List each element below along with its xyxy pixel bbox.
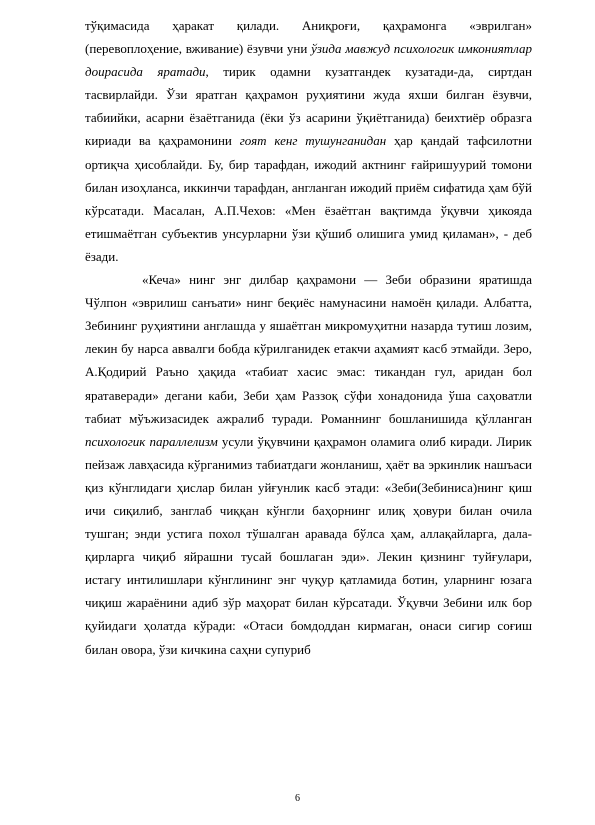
- document-page: [85, 14, 532, 661]
- paragraph-1-italic-b: гоят кенг тушунганидан: [239, 133, 387, 149]
- paragraph-1: [85, 14, 532, 268]
- paragraph-2-text-a: «Кеча» нинг энг дилбар қаҳрамони — Зеби образини яратишда Чўлпон «эврилиш санъати» нинг беқиёс намунасини намоён қилади. Албатта, Зебининг руҳиятини англашда у яшаётган микромуҳитни назарда тутиш лозим, лекин бу нарса аввалги бобда кўрилганидек етакчи аҳамият касб этмайди. Зеро, А.Қодирий Раъно ҳақида «табиат хасис эмас: тикандан гул, аридан бол яратаверади» дегани каби, Зеби ҳам Раззоқ сўфи хонадонида ўша саҳоватли табиат мўъжизасидек ажралиб туради. Романнинг бошланишида қўлланган: [85, 272, 532, 426]
- paragraph-2: [85, 268, 532, 661]
- paragraph-1-text-a: тўқимасида ҳаракат қилади. Аниқроғи, қаҳрамонга «эврилган» (перевоплоҳение, вживание) ёзувчи уни: [85, 18, 532, 57]
- paragraph-2-italic-a: психологик параллелизм: [85, 433, 218, 449]
- page-number: 6: [295, 793, 300, 804]
- paragraph-1-text-c: ҳар қандай тафсилотни ортиқча ҳисоблайди. Бу, бир тарафдан, ижодий актнинг ғайришуурий томони билан изоҳланса, иккинчи тарафдан, англанган ижодий приём сифатида ҳам бўй кўрсатади. Масалан, А.П.Чехов: «Мен ёзаётган вақтимда ўқувчи ҳикояда етишмаётган субъектив унсурларни ўзи қўшиб олишига умид қиламан», - деб ёзади.: [85, 133, 533, 264]
- paragraph-1-text-b: , тирик одамни кузатгандек кузатади-да, сиртдан тасвирлайди. Ўзи яратган қаҳрамон руҳиятини жуда яхши билган ёзувчи, табиийки, асарни ёзаётганида (ёки ўз асарини ўқиётганида) беихтиёр образга кириади ва қаҳрамонини: [85, 64, 532, 149]
- paragraph-1-italic-a: ўзида мавжуд психологик имкониятлар доирасида яратади: [85, 41, 532, 80]
- paragraph-2-text-b: усули ўқувчини қаҳрамон оламига олиб киради. Лирик пейзаж лавҳасида кўрганимиз табиатдаги жонланиш, ҳаёт ва эркинлик нашъаси қиз кўнглидаги ҳислар билан уйғунлик касб этади: «Зеби(Зебиниса)нинг қиш ичи сиқилиб, занглаб чиққан кўнгли баҳорнинг илиқ ҳовури билан очила тушган; энди устига похол тўшалган аравада бўлса ҳам, аллақайларга, дала-қирларга чиқиб яйрашни тусай бошлаган эди». Лекин қизнинг туйғулари, истагу интилишлари кўнглининг энг чуқур қатламида ботин, уларнинг юзага чиқиш жараёнини адиб зўр маҳорат билан кўрсатади. Ўқувчи Зебини илк бор қуйидаги ҳолатда кўради: «Отаси бомдоддан кирмаган, онаси сигир соғиш билан овора, ўзи кичкина саҳни супуриб: [85, 433, 532, 657]
